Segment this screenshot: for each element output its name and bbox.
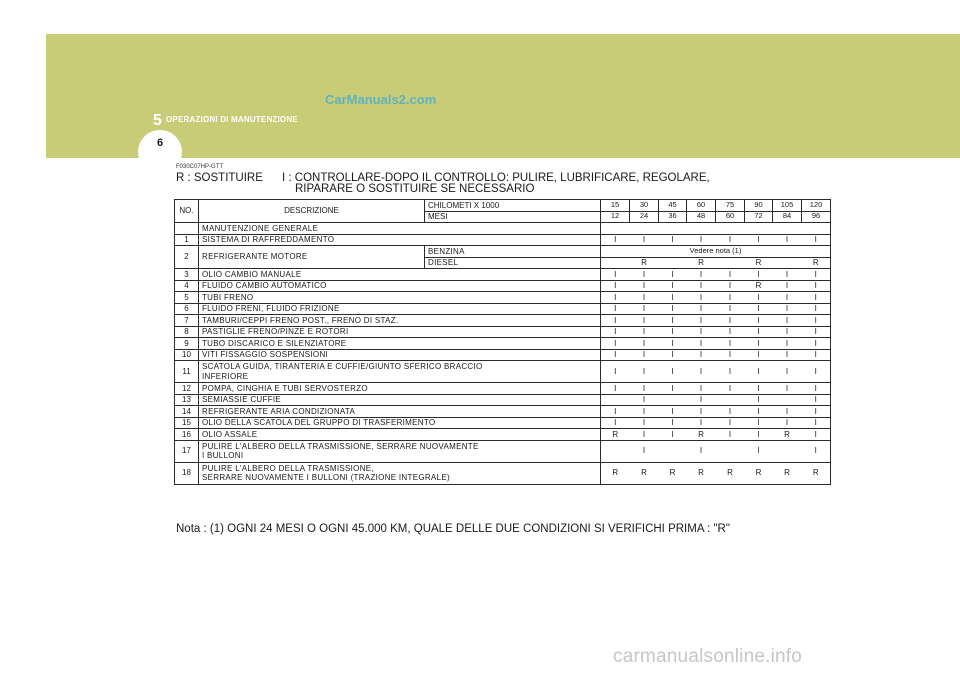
interval-value: I <box>630 315 659 327</box>
interval-value: R <box>659 462 687 484</box>
interval-value: I <box>687 440 716 462</box>
interval-value: I <box>745 349 773 361</box>
interval-value: I <box>601 292 630 304</box>
interval-value: I <box>716 361 745 383</box>
row-description: SEMIASSIE CUFFIE <box>199 394 601 406</box>
interval-value: I <box>687 269 716 281</box>
row-number: 7 <box>175 315 199 327</box>
interval-value: I <box>773 269 802 281</box>
interval-value: I <box>630 338 659 350</box>
interval-value <box>601 394 630 406</box>
interval-value <box>745 223 773 235</box>
reference-code: F030C07HP-GTT <box>176 164 224 170</box>
table-body <box>175 200 831 485</box>
interval-value: I <box>630 303 659 315</box>
month-interval: 24 <box>630 211 659 223</box>
row-number: 3 <box>175 269 199 281</box>
km-interval: 30 <box>630 200 659 212</box>
table-row <box>175 303 831 315</box>
interval-value: I <box>630 394 659 406</box>
table-row <box>175 417 831 429</box>
interval-value: I <box>659 406 687 418</box>
interval-value: I <box>601 383 630 395</box>
table-row <box>175 383 831 395</box>
interval-note: Vedere nota (1) <box>601 246 831 258</box>
table-row <box>175 462 831 484</box>
interval-value <box>773 394 802 406</box>
chapter-number: 5 <box>153 112 162 129</box>
table-row <box>175 315 831 327</box>
month-interval: 96 <box>802 211 831 223</box>
interval-value: I <box>601 303 630 315</box>
table-row <box>175 406 831 418</box>
interval-value: I <box>716 280 745 292</box>
table-row <box>175 326 831 338</box>
interval-value: I <box>802 234 831 246</box>
interval-value: I <box>802 440 831 462</box>
interval-value: I <box>773 361 802 383</box>
km-interval: 105 <box>773 200 802 212</box>
table-row <box>175 429 831 441</box>
interval-value: I <box>659 429 687 441</box>
interval-value: R <box>716 462 745 484</box>
table-row <box>175 269 831 281</box>
interval-value: I <box>630 429 659 441</box>
interval-value: I <box>745 440 773 462</box>
interval-value: I <box>802 406 831 418</box>
interval-value: I <box>773 326 802 338</box>
row-subtype: DIESEL <box>425 257 601 269</box>
interval-value: I <box>802 338 831 350</box>
interval-value: I <box>687 326 716 338</box>
interval-value: I <box>745 292 773 304</box>
interval-value: I <box>745 361 773 383</box>
interval-value <box>659 223 687 235</box>
interval-value: I <box>773 417 802 429</box>
interval-value: I <box>630 417 659 429</box>
interval-value: I <box>745 234 773 246</box>
interval-value: I <box>802 429 831 441</box>
interval-value: I <box>773 280 802 292</box>
km-interval: 15 <box>601 200 630 212</box>
interval-value: I <box>716 383 745 395</box>
interval-value: I <box>659 269 687 281</box>
interval-value: R <box>687 462 716 484</box>
interval-value: I <box>745 394 773 406</box>
interval-value <box>716 394 745 406</box>
interval-value: I <box>716 303 745 315</box>
row-description: OLIO ASSALE <box>199 429 601 441</box>
interval-value: I <box>716 315 745 327</box>
interval-value: I <box>802 269 831 281</box>
table-row <box>175 394 831 406</box>
interval-value: I <box>745 429 773 441</box>
interval-value <box>601 440 630 462</box>
interval-value: I <box>773 383 802 395</box>
interval-value: I <box>659 417 687 429</box>
interval-value: I <box>745 315 773 327</box>
row-description <box>199 462 601 484</box>
row-description: FLUIDO CAMBIO AUTOMATICO <box>199 280 601 292</box>
row-description: TAMBURI/CEPPI FRENO POST., FRENO DI STAZ. <box>199 315 601 327</box>
description-line: INFERIORE <box>202 371 249 381</box>
interval-value: R <box>745 462 773 484</box>
interval-value: I <box>687 338 716 350</box>
table-row <box>175 234 831 246</box>
interval-value: I <box>773 349 802 361</box>
interval-value <box>773 440 802 462</box>
interval-value: I <box>716 429 745 441</box>
row-description: OLIO CAMBIO MANUALE <box>199 269 601 281</box>
interval-value <box>659 440 687 462</box>
table-row <box>175 292 831 304</box>
interval-value: I <box>745 383 773 395</box>
maintenance-schedule-table <box>174 199 831 485</box>
legend-replace: R : SOSTITUIRE <box>176 172 263 184</box>
footnote: Nota : (1) OGNI 24 MESI O OGNI 45.000 KM, QUALE DELLE DUE CONDIZIONI SI VERIFICHI PRIMA : "R" <box>176 523 730 535</box>
interval-value: I <box>687 234 716 246</box>
interval-value: I <box>687 394 716 406</box>
interval-value: I <box>601 269 630 281</box>
interval-value: I <box>745 303 773 315</box>
interval-value: I <box>659 303 687 315</box>
month-interval: 48 <box>687 211 716 223</box>
interval-value: I <box>601 280 630 292</box>
interval-value: I <box>659 280 687 292</box>
interval-value: I <box>659 383 687 395</box>
interval-value: I <box>716 406 745 418</box>
interval-value: I <box>745 269 773 281</box>
interval-value: R <box>802 462 831 484</box>
table-row <box>175 440 831 462</box>
month-interval: 60 <box>716 211 745 223</box>
table-row <box>175 338 831 350</box>
table-row <box>175 246 831 258</box>
interval-value: I <box>601 338 630 350</box>
interval-value: R <box>630 257 659 269</box>
interval-value: I <box>659 349 687 361</box>
km-interval: 90 <box>745 200 773 212</box>
interval-value: I <box>773 406 802 418</box>
row-description: POMPA, CINGHIA E TUBI SERVOSTERZO <box>199 383 601 395</box>
description-line: SERRARE NUOVAMENTE I BULLONI (TRAZIONE INTEGRALE) <box>202 473 450 482</box>
interval-value: I <box>802 361 831 383</box>
chapter-title: OPERAZIONI DI MANUTENZIONE <box>166 115 298 124</box>
km-interval: 75 <box>716 200 745 212</box>
interval-value: I <box>802 394 831 406</box>
interval-value <box>601 223 630 235</box>
interval-value: I <box>659 292 687 304</box>
description-line: SCATOLA GUIDA, TIRANTERIA E CUFFIE/GIUNTO SFERICO BRACCIO <box>202 362 483 372</box>
interval-value: I <box>601 234 630 246</box>
row-number: 18 <box>175 462 199 484</box>
interval-value <box>687 223 716 235</box>
table-row <box>175 200 831 212</box>
row-number: 15 <box>175 417 199 429</box>
row-number: 1 <box>175 234 199 246</box>
interval-value: I <box>802 326 831 338</box>
row-description: PASTIGLIE FRENO/PINZE E ROTORI <box>199 326 601 338</box>
row-number: 17 <box>175 440 199 462</box>
interval-value: I <box>716 417 745 429</box>
row-number: 6 <box>175 303 199 315</box>
interval-value: I <box>601 315 630 327</box>
row-description: SISTEMA DI RAFFREDDAMENTO <box>199 234 601 246</box>
interval-value: I <box>659 338 687 350</box>
row-description: REFRIGERANTE MOTORE <box>199 246 425 269</box>
table-row <box>175 223 831 235</box>
interval-value: I <box>630 440 659 462</box>
header-description: DESCRIZIONE <box>199 200 425 223</box>
interval-value: I <box>630 234 659 246</box>
interval-value: I <box>601 417 630 429</box>
interval-value: R <box>802 257 831 269</box>
interval-value <box>716 440 745 462</box>
row-description: OLIO DELLA SCATOLA DEL GRUPPO DI TRASFERIMENTO <box>199 417 601 429</box>
interval-value: I <box>716 269 745 281</box>
interval-value: I <box>802 303 831 315</box>
interval-value: I <box>802 383 831 395</box>
interval-value: I <box>802 417 831 429</box>
interval-value: I <box>716 326 745 338</box>
row-description: FLUIDO FRENI, FLUIDO FRIZIONE <box>199 303 601 315</box>
section-title: MANUTENZIONE GENERALE <box>199 223 601 235</box>
row-description: TUBI FRENO <box>199 292 601 304</box>
interval-value: I <box>659 315 687 327</box>
interval-value: R <box>745 257 773 269</box>
interval-value: I <box>773 234 802 246</box>
interval-value: I <box>687 292 716 304</box>
page-number: 6 <box>156 137 164 149</box>
interval-value: I <box>630 349 659 361</box>
row-description: REFRIGERANTE ARIA CONDIZIONATA <box>199 406 601 418</box>
interval-value: I <box>630 383 659 395</box>
description-line: I BULLONI <box>202 451 244 460</box>
interval-value: I <box>802 315 831 327</box>
interval-value: R <box>773 429 802 441</box>
interval-value: R <box>601 429 630 441</box>
interval-value: I <box>687 417 716 429</box>
interval-value: R <box>687 429 716 441</box>
interval-value: I <box>716 234 745 246</box>
interval-value: R <box>687 257 716 269</box>
interval-value: I <box>630 326 659 338</box>
row-number: 14 <box>175 406 199 418</box>
interval-value: I <box>773 292 802 304</box>
legend-inspect-line1: I : CONTROLLARE-DOPO IL CONTROLLO: PULIRE, LUBRIFICARE, REGOLARE, <box>282 172 710 184</box>
interval-value <box>773 223 802 235</box>
row-description: TUBO DISCARICO E SILENZIATORE <box>199 338 601 350</box>
description-line: PULIRE L'ALBERO DELLA TRASMISSIONE, <box>202 463 374 473</box>
month-interval: 12 <box>601 211 630 223</box>
interval-value <box>773 257 802 269</box>
interval-value: I <box>802 349 831 361</box>
interval-value: I <box>601 349 630 361</box>
interval-value: I <box>687 406 716 418</box>
interval-value: I <box>601 406 630 418</box>
interval-value: I <box>745 338 773 350</box>
interval-value: R <box>773 462 802 484</box>
interval-value: I <box>630 406 659 418</box>
km-interval: 60 <box>687 200 716 212</box>
header-band <box>46 34 960 158</box>
interval-value: R <box>745 280 773 292</box>
watermark-bottom[interactable]: carmanualsonline.info <box>613 646 803 667</box>
interval-value: I <box>802 292 831 304</box>
interval-value: I <box>716 292 745 304</box>
interval-value: I <box>687 361 716 383</box>
interval-value: I <box>773 315 802 327</box>
table-row <box>175 349 831 361</box>
month-interval: 36 <box>659 211 687 223</box>
interval-value: I <box>659 326 687 338</box>
header-months-label: MESI <box>425 211 601 223</box>
header-km-label: CHILOMETI X 1000 <box>425 200 601 212</box>
table-row <box>175 280 831 292</box>
row-number: 10 <box>175 349 199 361</box>
row-description <box>199 361 601 383</box>
row-number: 5 <box>175 292 199 304</box>
interval-value: I <box>802 280 831 292</box>
interval-value: I <box>773 303 802 315</box>
interval-value <box>716 257 745 269</box>
watermark-top[interactable]: CarManuals2.com <box>325 92 437 107</box>
interval-value: I <box>630 269 659 281</box>
interval-value: I <box>630 292 659 304</box>
month-interval: 72 <box>745 211 773 223</box>
row-number: 9 <box>175 338 199 350</box>
interval-value <box>802 223 831 235</box>
interval-value: I <box>745 406 773 418</box>
interval-value: I <box>716 338 745 350</box>
row-number: 12 <box>175 383 199 395</box>
header-no: NO. <box>175 200 199 223</box>
km-interval: 120 <box>802 200 831 212</box>
row-number: 13 <box>175 394 199 406</box>
interval-value: I <box>745 326 773 338</box>
interval-value: I <box>630 280 659 292</box>
interval-value: I <box>687 349 716 361</box>
description-line: PULIRE L'ALBERO DELLA TRASMISSIONE, SERRARE NUOVAMENTE <box>202 441 479 451</box>
table-row <box>175 361 831 383</box>
legend-inspect-line2: RIPARARE O SOSTITUIRE SE NECESSARIO <box>295 183 535 195</box>
interval-value: R <box>630 462 659 484</box>
row-number: 2 <box>175 246 199 269</box>
interval-value: I <box>773 338 802 350</box>
interval-value: I <box>659 361 687 383</box>
interval-value: R <box>601 462 630 484</box>
interval-value: I <box>601 361 630 383</box>
row-number: 16 <box>175 429 199 441</box>
interval-value: I <box>687 315 716 327</box>
row-number: 11 <box>175 361 199 383</box>
interval-value <box>716 223 745 235</box>
interval-value <box>659 394 687 406</box>
interval-value <box>630 223 659 235</box>
interval-value: I <box>601 326 630 338</box>
row-number: 4 <box>175 280 199 292</box>
interval-value <box>659 257 687 269</box>
interval-value: I <box>630 361 659 383</box>
km-interval: 45 <box>659 200 687 212</box>
interval-value: I <box>745 417 773 429</box>
interval-value: I <box>687 280 716 292</box>
interval-value: I <box>687 303 716 315</box>
interval-value <box>601 257 630 269</box>
interval-value: I <box>659 234 687 246</box>
row-number: 8 <box>175 326 199 338</box>
row-description <box>199 440 601 462</box>
row-description: VITI FISSAGGIO SOSPENSIONI <box>199 349 601 361</box>
row-number <box>175 223 199 235</box>
interval-value: I <box>687 383 716 395</box>
row-subtype: BENZINA <box>425 246 601 258</box>
interval-value: I <box>716 349 745 361</box>
month-interval: 84 <box>773 211 802 223</box>
